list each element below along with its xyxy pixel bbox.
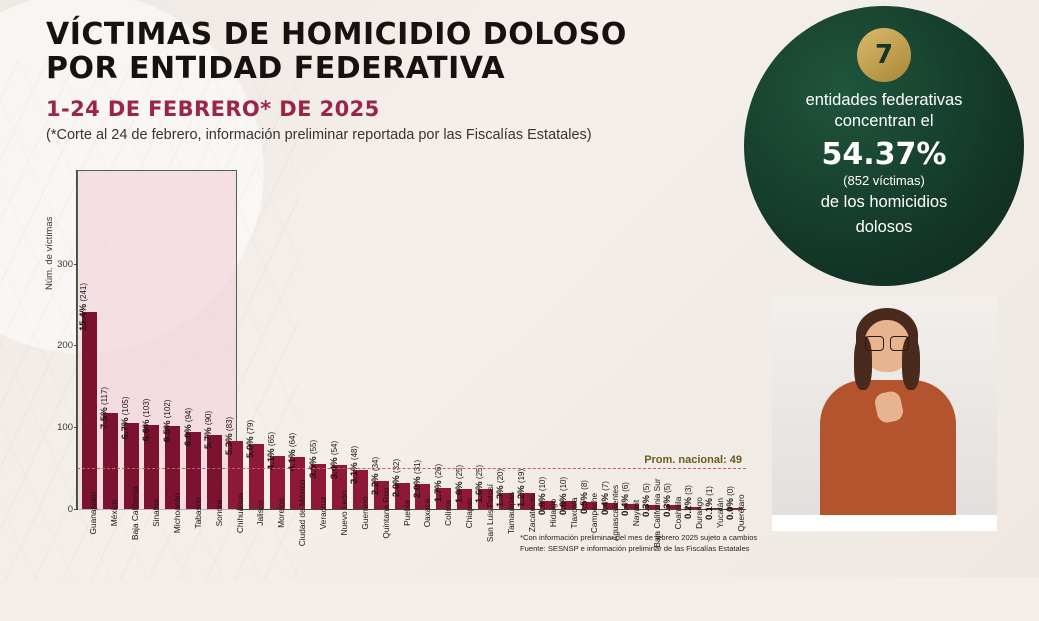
video-caption-bar	[772, 515, 997, 531]
bar-slot	[350, 170, 371, 509]
x-axis-label: Sinaloa	[151, 499, 162, 527]
x-axis-label: Morelos	[276, 498, 287, 528]
x-axis-label: Chiapas	[464, 497, 475, 529]
interpreter-glasses	[865, 336, 909, 349]
x-axis-label: Coahuila	[672, 496, 683, 530]
bar-slot	[454, 170, 475, 509]
x-axis-label: Tamaulipas	[505, 492, 516, 534]
title-block	[46, 18, 746, 143]
bar-slot	[142, 170, 163, 509]
bar-value-label: 0.2% (3)	[682, 484, 694, 519]
x-axis-label: Nuevo León	[338, 490, 349, 536]
bar-value-label: 2.0% (31)	[411, 459, 423, 498]
x-axis-label: Jalisco	[255, 500, 266, 526]
y-tick: 200	[51, 340, 73, 351]
y-axis-label: Núm. de víctimas	[44, 216, 55, 290]
bar-value-label: 7.5% (117)	[99, 387, 111, 430]
bar-value-label: 3.1% (48)	[349, 445, 361, 484]
bar-value-label: 0.6% (10)	[557, 476, 569, 515]
bar-value-label: 3.4% (54)	[328, 440, 340, 479]
x-axis-label: Chihuahua	[234, 492, 245, 534]
x-axis-label: Guanajuato	[88, 491, 99, 535]
x-axis-label: Baja California Sur	[652, 478, 663, 548]
page-note: (*Corte al 24 de febrero, información preliminar reportada por las Fiscalías Estatales)	[46, 127, 592, 144]
bar-slot	[121, 170, 142, 509]
bar-value-label: 0.0% (0)	[724, 486, 736, 520]
bar-value-label: 6.0% (94)	[182, 407, 194, 447]
bar-value-label: 0.5% (8)	[578, 480, 590, 515]
x-axis-label: Quintana Roo	[380, 487, 391, 539]
bar-slot	[517, 170, 538, 509]
bar-slot	[392, 170, 413, 509]
sign-language-video[interactable]	[772, 296, 997, 531]
highlight-victims: (852 víctimas)	[843, 172, 925, 188]
y-tick: 100	[51, 422, 73, 433]
x-axis-label: Guerrero	[359, 496, 370, 530]
bar-slot	[475, 170, 496, 509]
x-axis-label: Ciudad de México	[297, 479, 308, 547]
bar-value-label: 1.2% (19)	[516, 469, 528, 508]
x-axis-label: Oaxaca	[422, 498, 433, 528]
bar-value-label: 0.1% (1)	[703, 486, 715, 520]
page-title-line2: POR ENTIDAD FEDERATIVA	[46, 50, 506, 86]
x-axis-label: Veracruz	[318, 496, 329, 530]
bar-slot	[267, 170, 288, 509]
x-axis-label: Aguascalientes	[610, 484, 621, 542]
bar-slot	[496, 170, 517, 509]
bar-value-label: 1.3% (20)	[495, 468, 507, 507]
bar-value-label: 2.0% (32)	[391, 458, 403, 497]
y-tick: 0	[51, 504, 73, 515]
bar-value-label: 0.4% (6)	[620, 482, 632, 517]
page-subtitle: 1-24 DE FEBRERO* DE 2025	[46, 97, 380, 122]
bar-slot	[329, 170, 350, 509]
x-axis-label: Baja California	[130, 486, 141, 540]
highlight-circle	[744, 6, 1024, 286]
bar-slot	[308, 170, 329, 509]
bar-slot	[162, 170, 183, 509]
bar	[82, 312, 97, 509]
x-axis-label: México	[109, 499, 120, 527]
bar-value-label: 6.7% (105)	[120, 396, 132, 440]
bar-slot	[225, 170, 246, 509]
x-axis-label: Michoacán	[171, 492, 182, 534]
bar-value-label: 5.0% (79)	[245, 420, 257, 459]
x-axis-label: Yucatán	[714, 498, 725, 528]
x-axis-label: Hidalgo	[547, 498, 558, 528]
highlight-line-2: concentran el	[834, 112, 934, 131]
national-average-line	[77, 468, 746, 469]
bar-slot	[100, 170, 121, 509]
source-line-1: *Con información preliminar del mes de febrero 2025 sujeto a cambios	[520, 533, 758, 542]
highlight-line-4: dolosos	[855, 218, 913, 237]
x-axis-label: Nayarit	[631, 499, 642, 527]
bar-value-label: 4.1% (65)	[266, 431, 278, 470]
bar-value-label: 0.4% (7)	[599, 481, 611, 516]
bar-value-label: 0.3% (5)	[641, 482, 653, 517]
y-tick: 300	[51, 259, 73, 270]
bar-slot	[204, 170, 225, 509]
highlight-badge-number: 7	[857, 28, 911, 82]
bar-slot	[287, 170, 308, 509]
bar-value-label: 5.7% (90)	[203, 411, 215, 450]
highlight-line-3: de los homicidios	[820, 192, 948, 211]
bar-value-label: 1.7% (26)	[432, 463, 444, 502]
x-axis-label: San Luis Potosí	[485, 483, 496, 543]
bar-value-label: 3.5% (55)	[307, 439, 319, 479]
bar-value-label: 2.2% (34)	[370, 457, 382, 496]
highlight-line-1: entidades federativas	[805, 91, 963, 109]
x-axis-label: Zacatecas	[526, 493, 537, 533]
page-title-line1: VÍCTIMAS DE HOMICIDIO DOLOSO	[46, 17, 627, 52]
x-axis-label: Sonora	[213, 499, 224, 527]
bar-slot	[183, 170, 204, 509]
bar-value-label: 15.4% (241)	[78, 282, 90, 331]
bar-slot	[246, 170, 267, 509]
bar-value-label: 1.6% (25)	[453, 464, 465, 503]
bar-slot	[371, 170, 392, 509]
x-axis-label: Durango	[693, 497, 704, 529]
bar-slot	[413, 170, 434, 509]
bar-slot	[433, 170, 454, 509]
x-axis-label: Colima	[443, 500, 454, 526]
x-axis-label: Tabasco	[192, 497, 203, 529]
bar-value-label: 6.6% (103)	[140, 398, 152, 442]
bar-value-label: 6.5% (102)	[161, 399, 173, 442]
bar-value-label: 1.6% (25)	[474, 464, 486, 503]
x-axis-label: Puebla	[401, 500, 412, 526]
source-note	[520, 532, 770, 554]
national-average-label: Prom. nacional: 49	[644, 453, 742, 466]
source-line-2: Fuente: SESNSP e información preliminar de las Fiscalías Estatales	[520, 544, 750, 553]
x-axis-label: Querétaro	[735, 494, 746, 532]
bar-value-label: 5.3% (83)	[224, 416, 236, 456]
x-axis-label: Tlaxcala	[568, 497, 579, 529]
highlight-percent: 54.37%	[821, 136, 947, 172]
bar-value-label: 4.1% (64)	[286, 432, 298, 471]
bar-slot	[79, 170, 100, 509]
bar-value-label: 0.3% (5)	[662, 482, 674, 517]
bar-value-label: 0.6% (10)	[536, 476, 548, 515]
x-axis-label: Campeche	[589, 492, 600, 534]
